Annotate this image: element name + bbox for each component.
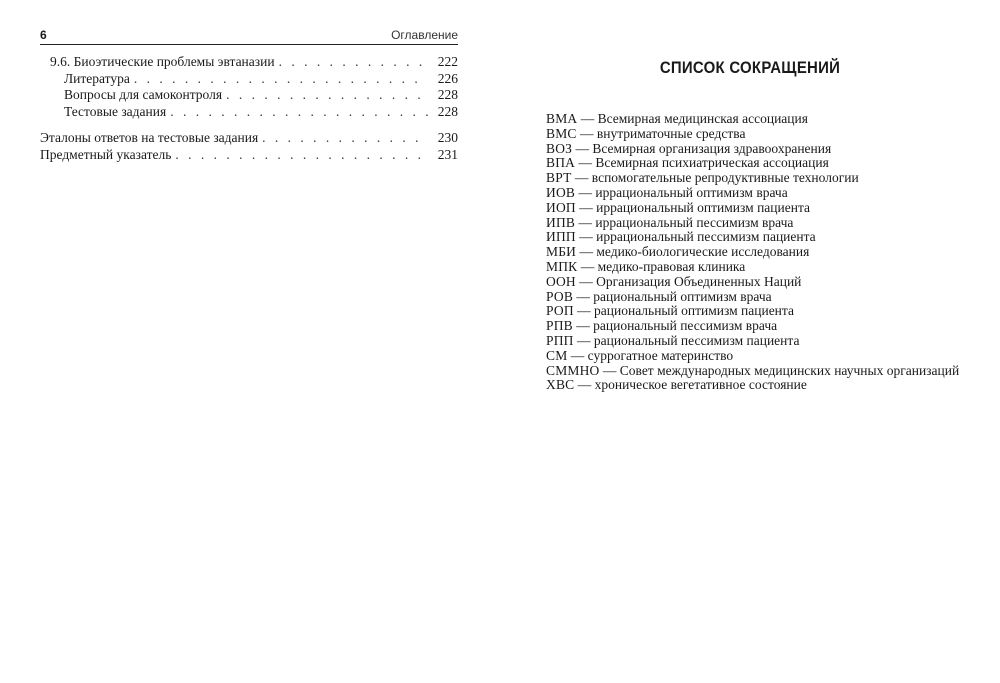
toc-leader-dots <box>175 147 428 164</box>
abbreviation-code: ИОП <box>546 199 576 215</box>
abbreviation-dash: — <box>574 377 595 393</box>
abbreviation-entry <box>546 349 996 364</box>
abbreviation-meaning: Всемирная организация здравоохранения <box>592 140 832 156</box>
abbreviation-dash: — <box>599 362 620 378</box>
toc-entry-page: 226 <box>437 70 458 86</box>
abbreviation-dash: — <box>576 244 597 260</box>
abbreviation-entry <box>546 290 996 305</box>
abbreviation-code: МБИ <box>546 244 577 260</box>
left-page <box>0 0 490 683</box>
abbreviation-entry <box>546 378 996 393</box>
abbreviation-meaning: иррациональный оптимизм врача <box>595 184 788 200</box>
abbreviation-dash: — <box>577 258 598 274</box>
toc-entry-label: 9.6. Биоэтические проблемы эвтаназии <box>50 54 275 69</box>
abbreviation-list <box>546 112 996 393</box>
toc-leader-dots <box>262 130 428 147</box>
toc-entry-label: Тестовые задания <box>64 103 167 119</box>
abbreviation-meaning: рациональный оптимизм врача <box>593 288 772 304</box>
abbreviation-entry <box>546 186 996 201</box>
abbreviation-entry <box>546 319 996 334</box>
abbreviation-code: СММНО <box>546 362 600 378</box>
toc-gap <box>40 120 458 130</box>
abbreviation-meaning: Всемирная психиатрическая ассоциация <box>595 155 829 171</box>
abbreviation-meaning: Совет международных медицинских научных организаций <box>619 362 960 378</box>
abbreviation-code: ИПП <box>546 229 576 245</box>
abbreviation-entry <box>546 230 996 245</box>
abbreviation-code: ВМС <box>546 125 577 141</box>
abbreviation-dash: — <box>576 125 597 141</box>
toc-entry-label: Вопросы для самоконтроля <box>64 87 223 102</box>
abbreviation-code: РОП <box>546 303 574 319</box>
abbreviation-dash: — <box>573 332 594 348</box>
toc-entry-label: Эталоны ответов на тестовые задания <box>40 130 259 145</box>
toc-entry[interactable] <box>40 104 458 121</box>
abbreviation-code: РОВ <box>546 288 574 304</box>
abbreviation-code: РПП <box>546 332 574 348</box>
abbreviation-meaning: внутриматочные средства <box>596 125 746 141</box>
abbreviation-meaning: Организация Объединенных Наций <box>596 273 802 289</box>
toc-entry[interactable] <box>40 87 458 104</box>
abbreviation-code: ВПА <box>546 155 576 171</box>
abbreviation-dash: — <box>575 155 596 171</box>
abbreviation-entry <box>546 112 996 127</box>
abbreviation-entry <box>546 245 996 260</box>
right-page <box>500 0 1000 683</box>
toc-leader-dots <box>279 54 428 71</box>
abbreviation-dash: — <box>571 170 592 186</box>
abbreviation-meaning: вспомогательные репродуктивные технологии <box>591 170 859 186</box>
abbreviation-dash: — <box>575 273 597 289</box>
abbreviation-dash: — <box>575 214 596 230</box>
toc-entry-page: 228 <box>437 87 458 102</box>
toc-entry[interactable] <box>40 147 458 164</box>
page-number: 6 <box>40 28 47 42</box>
abbreviation-code: МПК <box>546 258 578 274</box>
abbreviation-meaning: суррогатное материнство <box>587 347 734 363</box>
abbreviation-dash: — <box>575 199 597 215</box>
toc-entry-label: Литература <box>64 70 130 86</box>
toc-entry[interactable] <box>40 54 458 71</box>
table-of-contents <box>40 54 458 163</box>
abbreviation-dash: — <box>572 140 593 156</box>
abbreviation-code: ВРТ <box>546 170 572 186</box>
toc-entry[interactable] <box>40 71 458 88</box>
toc-entry-page: 228 <box>437 103 458 119</box>
abbreviation-entry <box>546 304 996 319</box>
abbreviation-entry <box>546 260 996 275</box>
abbreviation-entry <box>546 201 996 216</box>
abbreviation-entry <box>546 171 996 186</box>
abbreviation-code: ООН <box>546 273 576 289</box>
running-head <box>40 28 458 45</box>
toc-entry-page: 231 <box>437 146 458 162</box>
abbreviation-entry <box>546 364 996 379</box>
toc-leader-dots <box>134 71 428 88</box>
abbreviation-dash: — <box>575 229 597 245</box>
abbreviation-entry <box>546 216 996 231</box>
abbreviation-meaning: иррациональный оптимизм пациента <box>596 199 811 215</box>
abbreviation-entry <box>546 142 996 157</box>
toc-entry-page: 222 <box>437 54 458 69</box>
abbreviation-dash: — <box>573 288 594 304</box>
abbreviation-dash: — <box>577 111 598 126</box>
abbreviation-code: ХВС <box>546 377 575 393</box>
abbreviation-entry <box>546 156 996 171</box>
abbreviation-meaning: хроническое вегетативное состояние <box>594 377 807 393</box>
abbreviation-meaning: медико-правовая клиника <box>597 258 746 274</box>
abbreviation-meaning: рациональный пессимизм врача <box>593 318 778 334</box>
abbreviation-dash: — <box>575 184 596 200</box>
abbreviation-dash: — <box>567 347 588 363</box>
toc-leader-dots <box>170 104 428 121</box>
abbreviation-code: ИОВ <box>546 184 576 200</box>
running-title: Оглавление <box>391 28 458 42</box>
abbreviation-meaning: иррациональный пессимизм пациента <box>596 229 816 245</box>
abbreviation-meaning: Всемирная медицинская ассоциация <box>597 111 808 126</box>
abbreviation-meaning: рациональный пессимизм пациента <box>593 332 800 348</box>
toc-leader-dots <box>226 87 428 104</box>
abbreviation-dash: — <box>573 303 595 319</box>
abbreviation-meaning: иррациональный пессимизм врача <box>595 214 794 230</box>
abbreviation-entry <box>546 275 996 290</box>
abbreviation-entry <box>546 334 996 349</box>
toc-entry[interactable] <box>40 130 458 147</box>
toc-entry-label: Предметный указатель <box>40 146 172 162</box>
abbreviation-entry <box>546 127 996 142</box>
abbreviation-code: ВОЗ <box>546 140 573 156</box>
toc-entry-page: 230 <box>437 130 458 145</box>
abbreviation-code: РПВ <box>546 318 573 334</box>
abbreviation-meaning: рациональный оптимизм пациента <box>594 303 794 319</box>
abbreviation-code: СМ <box>546 347 568 363</box>
abbreviation-meaning: медико-биологические исследования <box>596 244 810 260</box>
abbreviation-code: ИПВ <box>546 214 576 230</box>
abbreviation-dash: — <box>572 318 594 334</box>
section-title: СПИСОК СОКРАЩЕНИЙ <box>659 58 841 77</box>
abbreviation-code: ВМА <box>546 111 578 126</box>
